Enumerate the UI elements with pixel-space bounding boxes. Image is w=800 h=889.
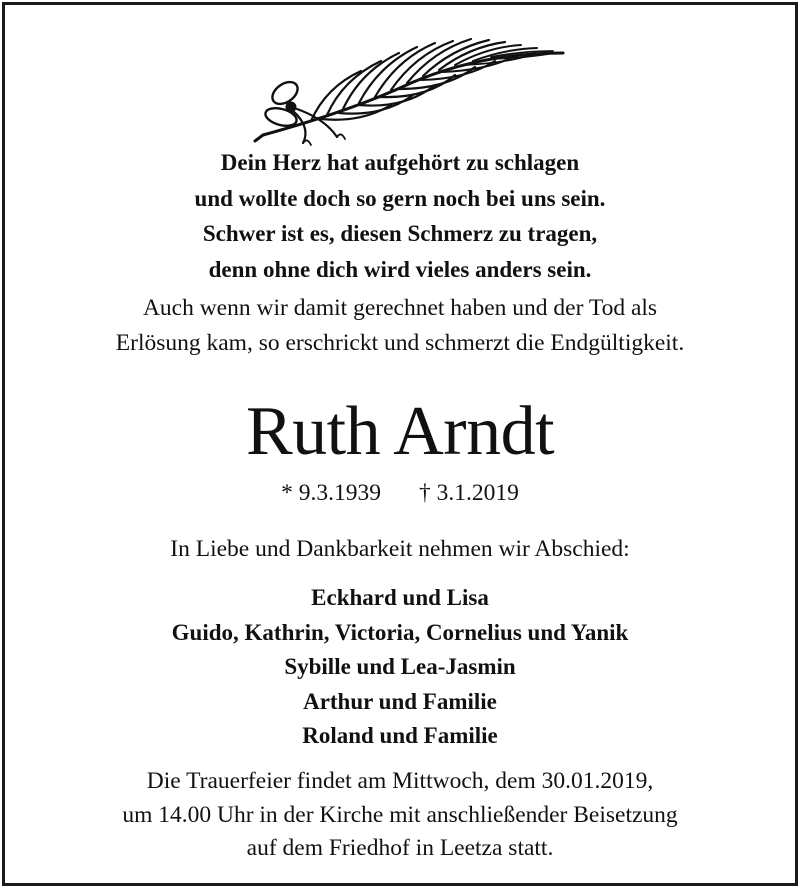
service-line: um 14.00 Uhr in der Kirche mit anschließender Beisetzung <box>122 801 678 828</box>
verse-line: denn ohne dich wird vieles anders sein. <box>208 256 592 282</box>
death-date: † 3.1.2019 <box>419 480 519 506</box>
mourner-line: Sybille und Lea-Jasmin <box>284 654 516 679</box>
service-line: auf dem Friedhof in Leetza statt. <box>246 835 554 861</box>
mourner-line: Arthur und Familie <box>303 688 497 714</box>
mourner-line: Eckhard und Lisa <box>311 585 489 610</box>
service-info <box>5 765 795 866</box>
verse-line: Schwer ist es, diesen Schmerz zu tragen, <box>202 221 598 246</box>
palm-frond-with-bow-icon <box>241 27 571 149</box>
notice-frame <box>2 2 798 886</box>
intro-line: Erlösung kam, so erschrickt und schmerzt die Endgültigkeit. <box>115 330 685 356</box>
obituary-notice <box>5 5 795 883</box>
intro-line: Auch wenn wir damit gerechnet haben und der Tod als <box>142 295 658 321</box>
mourner-line: Roland und Familie <box>302 723 498 748</box>
verse-line: und wollte doch so gern noch bei uns sein. <box>194 185 606 211</box>
verse-line: Dein Herz hat aufgehört zu schlagen <box>220 150 580 175</box>
mourners-list <box>5 581 795 754</box>
intro-text <box>5 291 795 361</box>
birth-date: * 9.3.1939 <box>281 480 381 506</box>
farewell-line: In Liebe und Dankbarkeit nehmen wir Abschied: <box>170 536 630 562</box>
life-dates <box>5 477 795 509</box>
verse <box>5 145 795 287</box>
mourner-line: Guido, Kathrin, Victoria, Cornelius und Yanik <box>171 619 629 645</box>
deceased-name: Ruth Arndt <box>245 393 555 470</box>
service-line: Die Trauerfeier findet am Mittwoch, dem 30.01.2019, <box>146 768 654 794</box>
